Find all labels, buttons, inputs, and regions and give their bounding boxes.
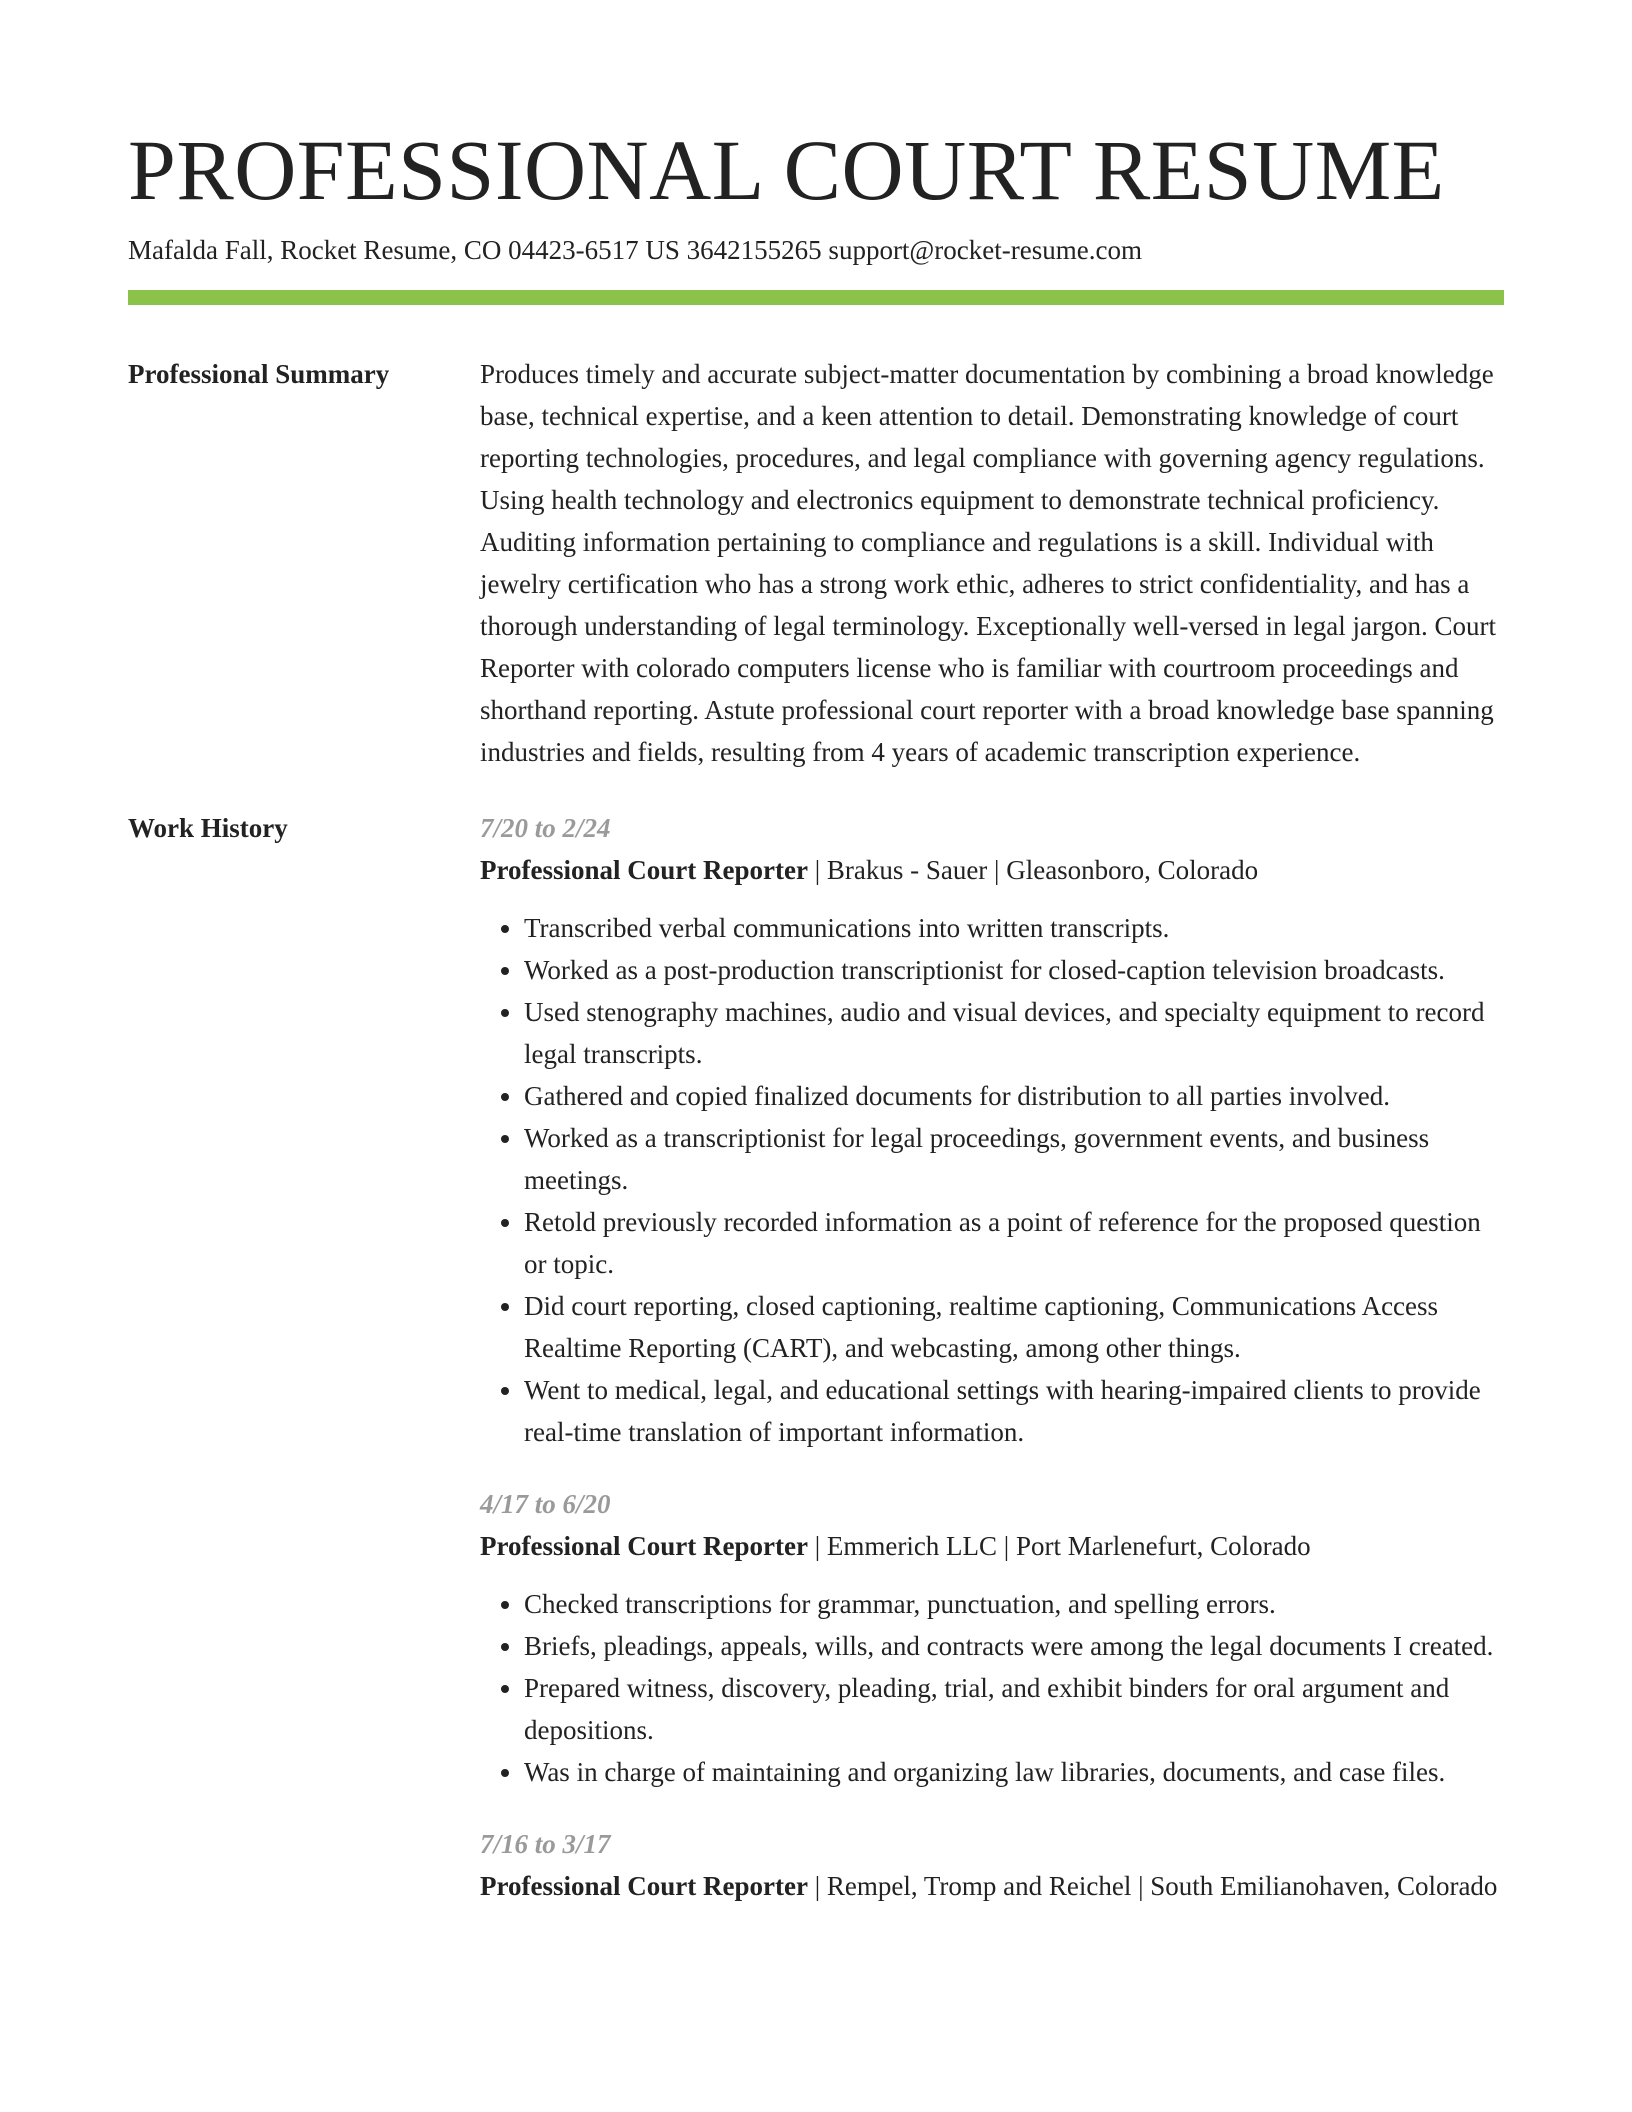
job-entry: [480, 1483, 1504, 1793]
job-bullet: • Briefs, pleadings, appeals, wills, and contracts were among the legal documents I created.: [524, 1625, 1504, 1667]
job-bullet: • Used stenography machines, audio and visual devices, and specialty equipment to record legal transcripts.: [524, 991, 1504, 1075]
job-employer-location: | Rempel, Tromp and Reichel | South Emilianohaven, Colorado: [807, 1871, 1498, 1901]
job-list: [480, 807, 1504, 1937]
job-heading: [480, 1865, 1504, 1907]
summary-text: Produces timely and accurate subject-matter documentation by combining a broad knowledge base, technical expertise, and a keen attention to detail. Demonstrating knowledge of court reporting technologies, procedures, and legal compliance with governing agency regulations. Using health technology and electronics equipment to demonstrate technical proficiency. Auditing information pertaining to compliance and regulations is a skill. Individual with jewelry certification who has a strong work ethic, adheres to strict confidentiality, and has a thorough understanding of legal terminology. Exceptionally well-versed in legal jargon. Court Reporter with colorado computers license who is familiar with courtroom proceedings and shorthand reporting. Astute professional court reporter with a broad knowledge base spanning industries and fields, resulting from 4 years of academic transcription experience.: [480, 359, 1497, 767]
job-bullet: • Transcribed verbal communications into written transcripts.: [524, 907, 1504, 949]
job-bullet: • Gathered and copied finalized documents for distribution to all parties involved.: [524, 1075, 1504, 1117]
job-entry: [480, 807, 1504, 1453]
contact-line: Mafalda Fall, Rocket Resume, CO 04423-6517 US 3642155265 support@rocket-resume.com: [128, 235, 1142, 265]
resume-title: PROFESSIONAL COURT RESUME: [128, 122, 1445, 218]
job-bullet-list: [480, 907, 1504, 1453]
job-employer-location: | Brakus - Sauer | Gleasonboro, Colorado: [807, 855, 1259, 885]
job-title: Professional Court Reporter: [480, 855, 808, 885]
job-dates: 7/16 to 3/17: [480, 1829, 611, 1859]
job-bullet: • Checked transcriptions for grammar, punctuation, and spelling errors.: [524, 1583, 1504, 1625]
resume-page: [128, 120, 1504, 1937]
job-bullet: • Retold previously recorded information as a point of reference for the proposed question or topic.: [524, 1201, 1504, 1285]
work-history-section: [128, 807, 1504, 1937]
job-heading: [480, 1525, 1504, 1567]
job-employer-location: | Emmerich LLC | Port Marlenefurt, Colorado: [807, 1531, 1311, 1561]
job-heading: [480, 849, 1504, 891]
job-bullet: • Worked as a post-production transcriptionist for closed-caption television broadcasts.: [524, 949, 1504, 991]
job-title: Professional Court Reporter: [480, 1871, 808, 1901]
job-bullet-list: [480, 1583, 1504, 1793]
job-bullet: • Was in charge of maintaining and organizing law libraries, documents, and case files.: [524, 1751, 1504, 1793]
job-bullet: • Prepared witness, discovery, pleading, trial, and exhibit binders for oral argument and depositions.: [524, 1667, 1504, 1751]
job-entry: [480, 1823, 1504, 1907]
work-history-label: Work History: [128, 813, 288, 843]
job-title: Professional Court Reporter: [480, 1531, 808, 1561]
job-dates: 7/20 to 2/24: [480, 813, 611, 843]
accent-divider: [128, 290, 1504, 305]
job-dates: 4/17 to 6/20: [480, 1489, 611, 1519]
job-bullet: • Did court reporting, closed captioning, realtime captioning, Communications Access Realtime Reporting (CART), and webcasting, among other things.: [524, 1285, 1504, 1369]
job-bullet: • Worked as a transcriptionist for legal proceedings, government events, and business meetings.: [524, 1117, 1504, 1201]
job-bullet: • Went to medical, legal, and educational settings with hearing-impaired clients to provide real-time translation of important information.: [524, 1369, 1504, 1453]
summary-section: [128, 353, 1504, 773]
summary-label: Professional Summary: [128, 359, 390, 389]
